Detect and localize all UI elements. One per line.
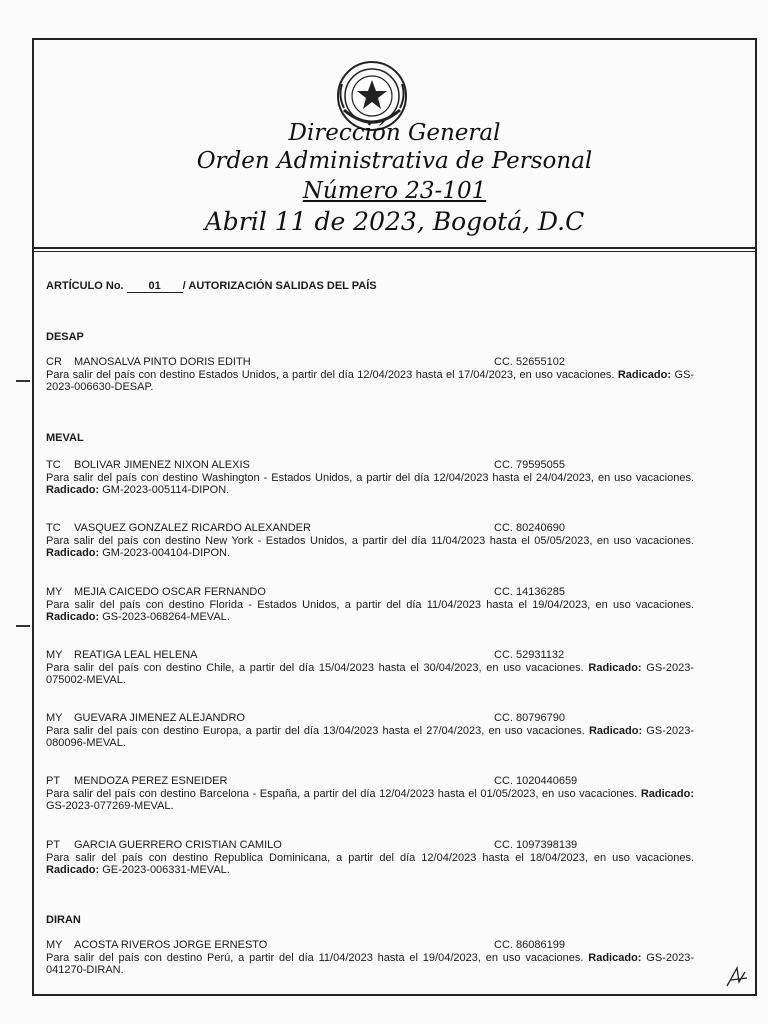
person-name: BOLIVAR JIMENEZ NIXON ALEXIS <box>74 459 250 471</box>
list-item: MY MEJIA CAICEDO OSCAR FERNANDO CC. 14136285 Para salir del país con destino Florida - Estados Unidos, a partir del día 11/04/2023 hasta el 19/04/2023, en uso vacaciones. Radicado: GS-2023-068264-MEVAL. <box>46 586 694 623</box>
person-name: MENDOZA PEREZ ESNEIDER <box>74 775 228 787</box>
id-number: CC. 1020440659 <box>494 775 578 787</box>
id-number: CC. 52655102 <box>494 356 565 368</box>
section-desap: DESAP <box>46 331 84 343</box>
person-name: VASQUEZ GONZALEZ RICARDO ALEXANDER <box>74 522 311 534</box>
id-number: CC. 86086199 <box>494 939 565 951</box>
radicado-code: GM-2023-005114-DIPON. <box>102 484 230 496</box>
person-name: GUEVARA JIMENEZ ALEJANDRO <box>74 712 245 724</box>
person-name: REATIGA LEAL HELENA <box>74 649 198 661</box>
document-header <box>34 40 755 249</box>
radicado-code: GM-2023-004104-DIPON. <box>102 547 231 559</box>
radicado-code: GS-2023-077269-MEVAL. <box>46 800 174 812</box>
section-diran: DIRAN <box>46 914 81 926</box>
list-item: MY ACOSTA RIVEROS JORGE ERNESTO CC. 86086199 Para salir del país con destino Perú, a partir del día 11/04/2023 hasta el 19/04/2023, en uso vacaciones. Radicado: GS-2023-041270-DIRAN. <box>46 939 694 976</box>
margin-mark <box>16 625 30 627</box>
radicado-code: GS-2023-068264-MEVAL. <box>102 611 230 623</box>
margin-mark <box>16 380 30 382</box>
id-number: CC. 80240690 <box>494 522 565 534</box>
radicado-code: GS-2023-006630-DESAP. <box>46 369 694 393</box>
list-item: TC VASQUEZ GONZALEZ RICARDO ALEXANDER CC. 80240690 Para salir del país con destino New York - Estados Unidos, a partir del día 11/04/2023 hasta el 05/05/2023, en uso vacaciones. Radicado: GM-2023-004104-DIPON. <box>46 522 694 559</box>
radicado-code: GE-2023-006331-MEVAL. <box>102 864 230 876</box>
id-number: CC. 80796790 <box>494 712 565 724</box>
person-name: GARCIA GUERRERO CRISTIAN CAMILO <box>74 839 282 851</box>
article-number: 01 <box>127 281 183 293</box>
header-line-1: Dirección General <box>288 120 501 146</box>
id-number: CC. 14136285 <box>494 586 565 598</box>
radicado-code: GS-2023-075002-MEVAL. <box>46 662 694 686</box>
header-line-2: Orden Administrativa de Personal <box>196 148 593 174</box>
article-heading: ARTÍCULO No. 01 / AUTORIZACIÓN SALIDAS DEL PAÍS <box>46 280 377 292</box>
id-number: CC. 1097398139 <box>494 839 578 851</box>
person-name: ACOSTA RIVEROS JORGE ERNESTO <box>74 939 268 951</box>
signature-mark <box>725 966 749 988</box>
header-line-3: Número 23-101 <box>302 178 487 204</box>
section-meval: MEVAL <box>46 432 84 444</box>
list-item: MY GUEVARA JIMENEZ ALEJANDRO CC. 80796790 Para salir del país con destino Europa, a partir del día 13/04/2023 hasta el 27/04/2023, en uso vacaciones. Radicado: GS-2023-080096-MEVAL. <box>46 712 694 749</box>
radicado-code: GS-2023-041270-DIRAN. <box>46 952 694 976</box>
person-name: MANOSALVA PINTO DORIS EDITH <box>74 356 251 368</box>
header-divider <box>34 251 755 252</box>
header-line-4: Abril 11 de 2023, Bogotá, D.C <box>204 207 585 236</box>
radicado-code: GS-2023-080096-MEVAL. <box>46 725 694 749</box>
list-item: MY REATIGA LEAL HELENA CC. 52931132 Para salir del país con destino Chile, a partir del día 15/04/2023 hasta el 30/04/2023, en uso vacaciones. Radicado: GS-2023-075002-MEVAL. <box>46 649 694 686</box>
id-number: CC. 52931132 <box>494 649 565 661</box>
list-item: CR MANOSALVA PINTO DORIS EDITH CC. 52655102 Para salir del país con destino Estados Unidos, a partir del día 12/04/2023 hasta el 17/04/2023, en uso vacaciones. Radicado: GS-2023-006630-DESAP. <box>46 356 694 393</box>
list-item: PT GARCIA GUERRERO CRISTIAN CAMILO CC. 1097398139 Para salir del país con destino Republica Dominicana, a partir del día 12/04/2023 hasta el 18/04/2023, en uso vacaciones. Radicado: GE-2023-006331-MEVAL. <box>46 839 694 876</box>
id-number: CC. 79595055 <box>494 459 565 471</box>
person-name: MEJIA CAICEDO OSCAR FERNANDO <box>74 586 266 598</box>
list-item: PT MENDOZA PEREZ ESNEIDER CC. 1020440659 Para salir del país con destino Barcelona - España, a partir del día 12/04/2023 hasta el 01/05/2023, en uso vacaciones. Radicado: GS-2023-077269-MEVAL. <box>46 775 694 812</box>
list-item: TC BOLIVAR JIMENEZ NIXON ALEXIS CC. 79595055 Para salir del país con destino Washington - Estados Unidos, a partir del día 12/04/2023 hasta el 24/04/2023, en uso vacaciones. Radicado: GM-2023-005114-DIPON. <box>46 459 694 496</box>
